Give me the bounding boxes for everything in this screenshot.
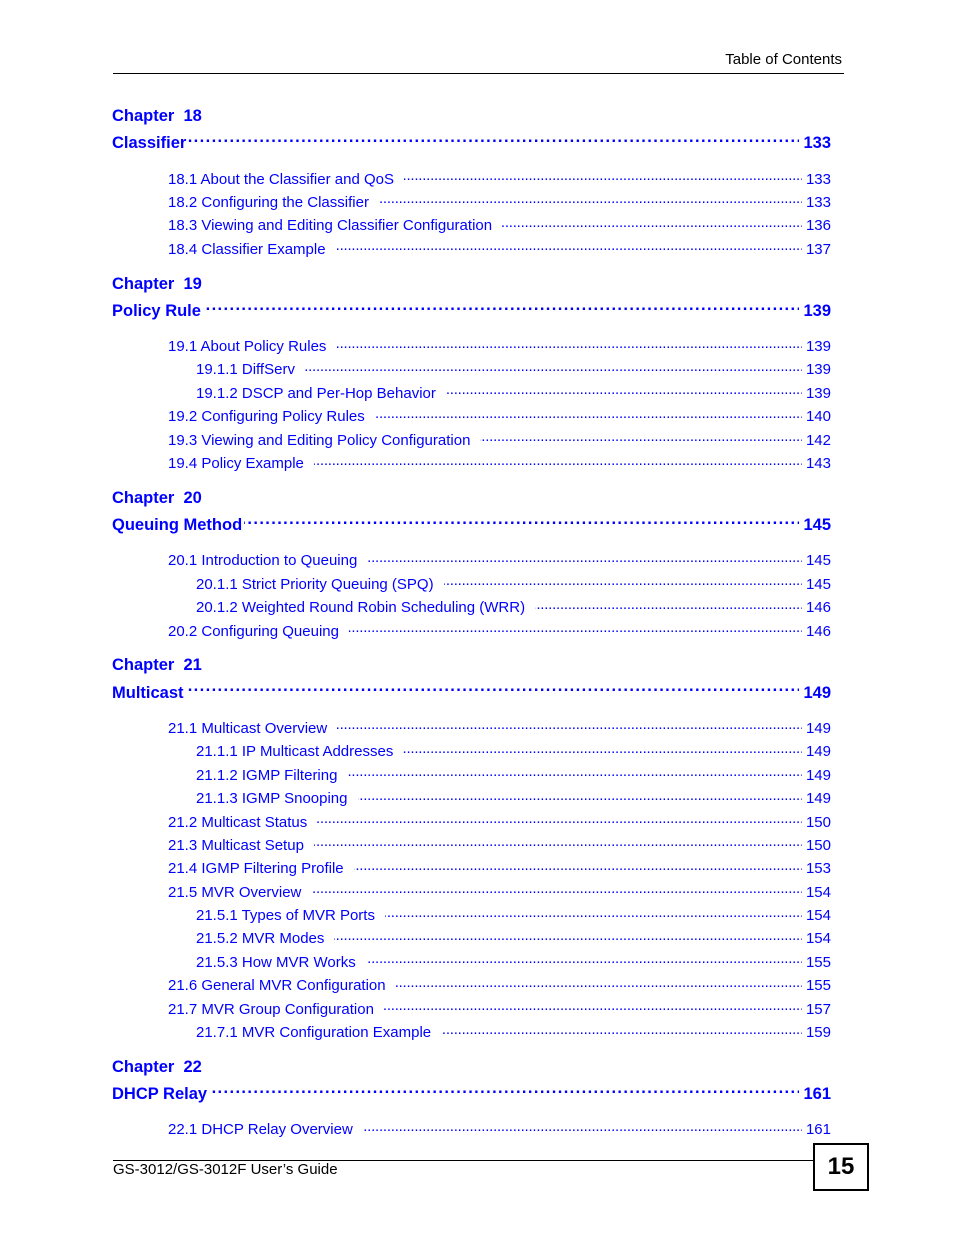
chapter-title: Multicast [112,683,184,702]
toc-entry[interactable] [112,234,831,257]
toc-entry[interactable] [112,378,831,401]
toc-entry[interactable] [112,546,831,569]
table-of-contents [112,106,831,1154]
entry-page: 145 [805,575,831,593]
entry-page: 150 [805,836,831,854]
dot-leader [403,737,802,757]
running-header: Table of Contents [725,51,842,68]
entry-page: 153 [805,860,831,878]
entry-title: 18.4 Classifier Example [168,240,326,258]
toc-entry[interactable] [112,854,831,877]
entry-title: 21.1.1 IP Multicast Addresses [196,743,394,761]
dot-leader [358,784,802,804]
entry-title: 21.3 Multicast Setup [168,836,304,854]
entry-page: 150 [805,813,831,831]
toc-entry[interactable] [112,164,831,187]
entry-title: 19.4 Policy Example [168,455,304,473]
entry-title: 21.6 General MVR Configuration [168,977,386,995]
toc-entry[interactable] [112,830,831,853]
entry-title: 21.1 Multicast Overview [168,719,328,737]
toc-entry[interactable] [112,449,831,472]
toc-entry[interactable] [112,425,831,448]
entry-title: 20.1.2 Weighted Round Robin Scheduling (WRR) [196,599,526,617]
entry-page: 139 [805,361,831,379]
dot-leader [244,509,799,530]
entry-title: 22.1 DHCP Relay Overview [168,1121,353,1139]
dot-leader [314,449,802,469]
toc-entry[interactable] [112,760,831,783]
entry-page: 143 [805,455,831,473]
chapter-title: Policy Rule [112,302,201,320]
entry-title: 21.1.3 IGMP Snooping [196,790,348,808]
dot-leader [314,830,802,850]
chapter-20 [112,488,831,640]
dot-leader [337,713,802,733]
header-rule [113,73,844,74]
page-number: 15 [813,1143,869,1191]
entry-title: 19.1.1 DiffServ [196,361,295,379]
chapter-18 [112,106,831,258]
entry-page: 133 [805,193,831,211]
toc-entry[interactable] [112,402,831,425]
chapter-title: Classifier [112,134,187,153]
chapter-label[interactable]: Chapter 21 [112,656,202,675]
entry-title: 19.3 Viewing and Editing Policy Configuration [168,431,471,449]
entry-title: 21.4 IGMP Filtering Profile [168,860,344,878]
toc-entry[interactable] [112,187,831,210]
entry-page: 149 [805,743,831,761]
chapter-21 [112,655,831,1040]
toc-entry[interactable] [112,901,831,924]
entry-title: 21.7 MVR Group Configuration [168,1000,374,1018]
entry-page: 140 [805,408,831,426]
dot-leader [367,546,802,566]
dot-leader [305,355,802,375]
chapter-title-link[interactable] [112,1078,831,1104]
dot-leader [535,593,802,613]
entry-title: 21.1.2 IGMP Filtering [196,766,338,784]
entry-page: 149 [805,790,831,808]
entry-page: 149 [805,766,831,784]
toc-entry[interactable] [112,807,831,830]
entry-page: 142 [805,431,831,449]
chapter-title: Queuing Method [112,516,243,535]
entry-title: 18.2 Configuring the Classifier [168,193,369,211]
entry-page: 157 [805,1000,831,1018]
entry-title: 21.5.1 Types of MVR Ports [196,907,375,925]
entry-page: 136 [805,217,831,235]
entry-page: 139 [805,384,831,402]
dot-leader [311,877,802,897]
chapter-label[interactable]: Chapter 19 [112,274,202,293]
dot-leader [317,807,802,827]
toc-entry[interactable] [112,211,831,234]
chapter-page: 161 [803,1085,831,1104]
entry-page: 146 [805,622,831,640]
entry-title: 19.1.2 DSCP and Per-Hop Behavior [196,384,436,402]
dot-leader [366,947,802,967]
toc-entry[interactable] [112,994,831,1017]
entry-page: 154 [805,907,831,925]
dot-leader [379,187,802,207]
entry-title: 18.3 Viewing and Editing Classifier Configuration [168,217,493,235]
entry-title: 21.5 MVR Overview [168,883,302,901]
toc-entry[interactable] [112,616,831,639]
dot-leader [203,295,800,316]
dot-leader [334,924,802,944]
toc-entry[interactable] [112,355,831,378]
chapter-title: DHCP Relay [112,1085,208,1104]
dot-leader [441,1018,802,1038]
entry-page: 137 [805,240,831,258]
entry-title: 19.2 Configuring Policy Rules [168,408,365,426]
dot-leader [363,1115,802,1135]
toc-entry[interactable] [112,593,831,616]
dot-leader [396,971,802,991]
entry-page: 145 [805,552,831,570]
entry-page: 149 [805,719,831,737]
entry-title: 20.2 Configuring Queuing [168,622,339,640]
dot-leader [446,378,802,398]
chapter-page: 145 [803,516,831,535]
entry-title: 21.5.2 MVR Modes [196,930,325,948]
toc-entry[interactable] [112,877,831,900]
chapter-title-link[interactable] [112,295,831,320]
dot-leader [188,127,799,148]
entry-page: 159 [805,1024,831,1042]
entry-page: 133 [805,170,831,188]
toc-entry[interactable] [112,737,831,760]
entry-page: 154 [805,930,831,948]
dot-leader [186,676,800,697]
entry-title: 20.1.1 Strict Priority Queuing (SPQ) [196,575,434,593]
dot-leader [480,425,802,445]
chapter-page: 133 [803,134,831,153]
toc-entry[interactable] [112,332,831,355]
entry-page: 154 [805,883,831,901]
entry-title: 21.2 Multicast Status [168,813,308,831]
entry-title: 18.1 About the Classifier and QoS [168,170,394,188]
toc-entry[interactable] [112,569,831,592]
chapter-page: 139 [803,302,831,320]
dot-leader [404,164,802,184]
dot-leader [385,901,802,921]
dot-leader [347,760,802,780]
chapter-label[interactable]: Chapter 20 [112,488,202,507]
chapter-title-link[interactable] [112,127,831,153]
toc-entry[interactable] [112,971,831,994]
entry-title: 19.1 About Policy Rules [168,338,327,356]
dot-leader [336,234,802,254]
dot-leader [349,616,802,636]
toc-entry[interactable] [112,924,831,947]
toc-entry[interactable] [112,1018,831,1041]
footer-guide-title: GS-3012/GS-3012F User’s Guide [113,1161,338,1178]
toc-entry[interactable] [112,784,831,807]
dot-leader [444,569,802,589]
chapter-title-link[interactable] [112,676,831,702]
entry-title: 20.1 Introduction to Queuing [168,552,358,570]
entry-page: 161 [805,1121,831,1139]
toc-entry[interactable] [112,1115,831,1138]
entry-title: 21.7.1 MVR Configuration Example [196,1024,432,1042]
entry-page: 139 [805,338,831,356]
chapter-19 [112,274,831,472]
chapter-title-link[interactable] [112,509,831,535]
chapter-page: 149 [803,683,831,702]
dot-leader [336,332,802,352]
chapter-22 [112,1057,831,1138]
dot-leader [209,1078,799,1099]
entry-page: 146 [805,599,831,617]
chapter-label[interactable]: Chapter 18 [112,107,202,125]
entry-title: 21.5.3 How MVR Works [196,953,356,971]
entry-page: 155 [805,977,831,995]
chapter-label[interactable]: Chapter 22 [112,1057,202,1076]
dot-leader [384,994,802,1014]
toc-entry[interactable] [112,713,831,736]
dot-leader [375,402,802,422]
dot-leader [354,854,802,874]
entry-page: 155 [805,953,831,971]
toc-entry[interactable] [112,947,831,970]
dot-leader [502,211,802,231]
